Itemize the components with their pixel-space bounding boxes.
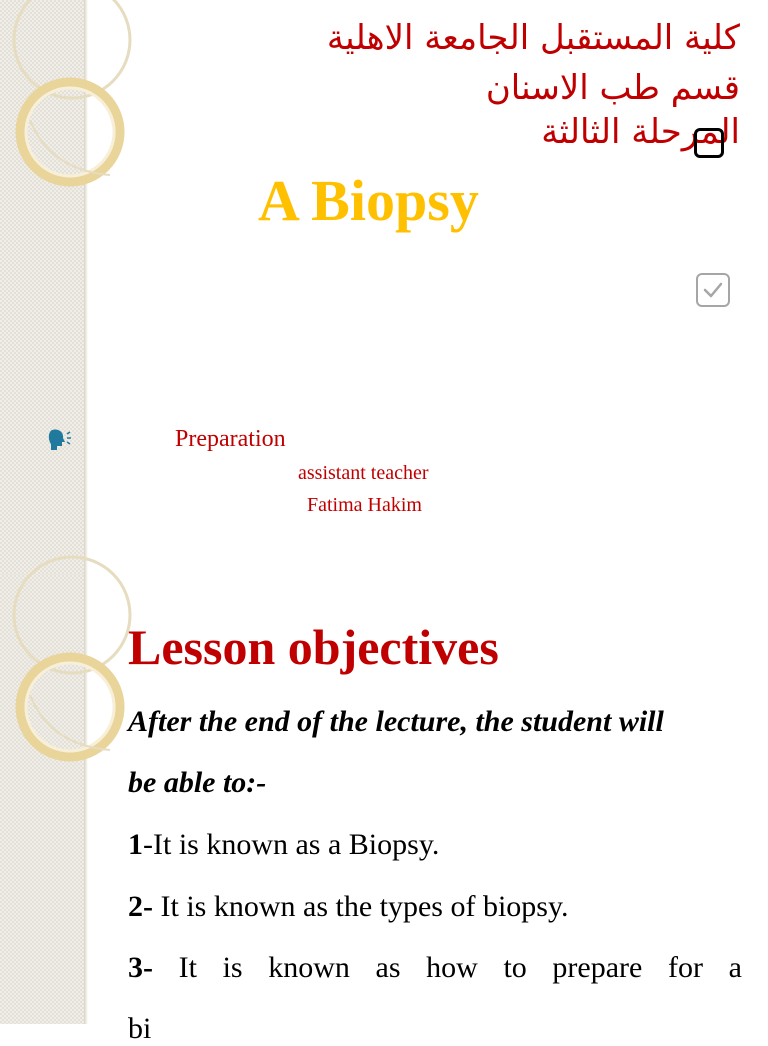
intro-line-2: be able to:- <box>128 766 267 799</box>
author-name: Fatima Hakim <box>307 494 422 516</box>
objective-word: It <box>178 951 197 984</box>
decorative-rings-icon <box>0 575 120 775</box>
slide-2 <box>0 575 768 1045</box>
objective-word: prepare <box>552 951 643 984</box>
objective-word: known <box>268 951 350 984</box>
lesson-heading: Lesson objectives <box>128 619 499 675</box>
speaker-icon <box>48 428 74 450</box>
preparation-label: Preparation <box>175 426 286 452</box>
checkbox-empty-icon[interactable] <box>694 128 724 158</box>
college-name: كلية المستقبل الجامعة الاهلية <box>326 18 740 58</box>
checkbox-checked-icon[interactable] <box>696 273 730 307</box>
stage-name: المرحلة الثالثة <box>541 112 740 152</box>
objective-word: how <box>426 951 478 984</box>
objective-3-continuation: bi <box>128 1012 152 1045</box>
objective-text: It is known as the types of biopsy. <box>153 890 569 923</box>
objective-number: 1 <box>128 828 143 861</box>
objective-3 <box>128 951 742 985</box>
slide-title: A Biopsy <box>258 168 479 233</box>
objective-word: a <box>728 951 742 984</box>
objective-number: 3- <box>128 951 153 984</box>
intro-line-1: After the end of the lecture, the student will <box>128 705 664 738</box>
department-name: قسم طب الاسنان <box>485 68 740 108</box>
objective-word: is <box>222 951 243 984</box>
objective-text: -It is known as a Biopsy. <box>143 828 440 861</box>
objective-word: as <box>375 951 401 984</box>
objective-1 <box>128 828 742 862</box>
objective-word: for <box>667 951 703 984</box>
objective-word: to <box>503 951 527 984</box>
author-role: assistant teacher <box>298 462 429 484</box>
decorative-rings-icon <box>0 0 120 200</box>
objective-number: 2- <box>128 890 153 923</box>
objective-2 <box>128 890 742 924</box>
